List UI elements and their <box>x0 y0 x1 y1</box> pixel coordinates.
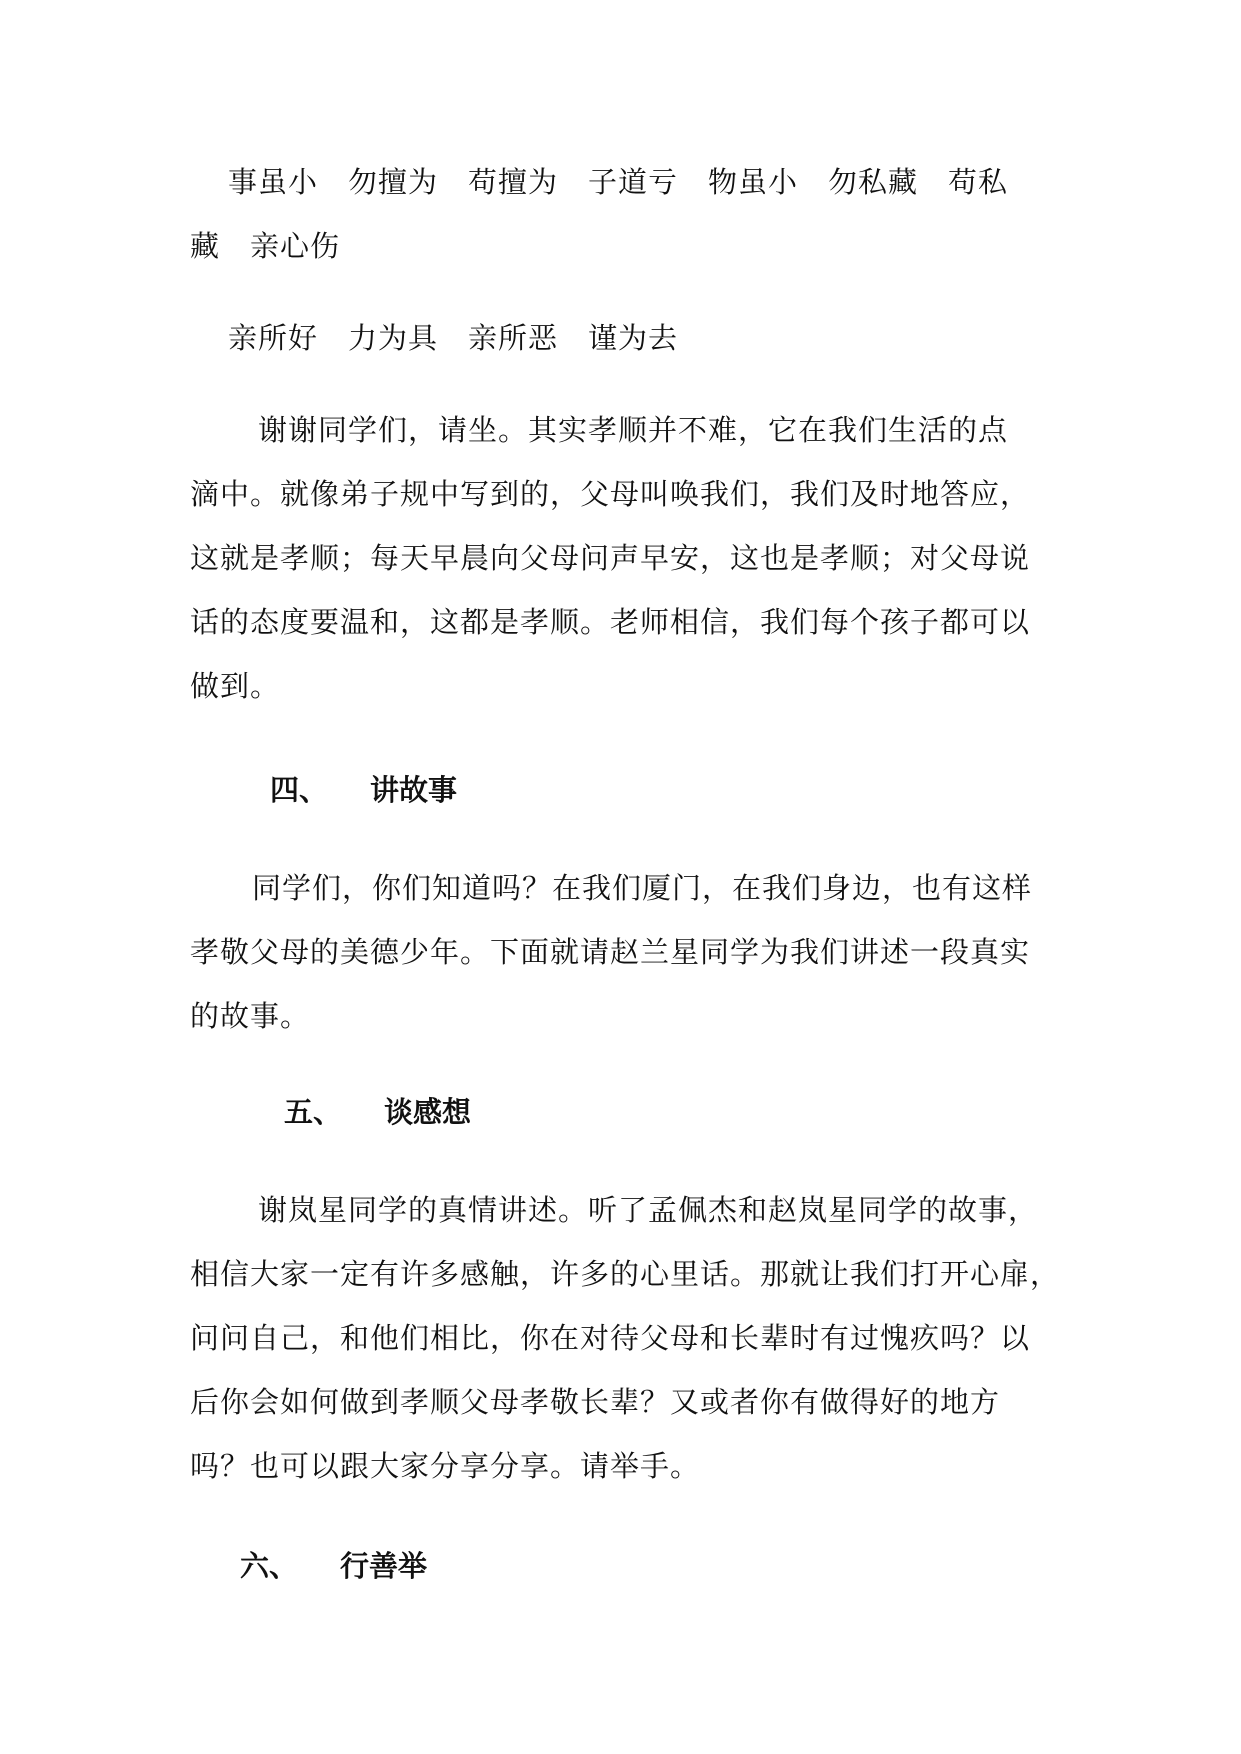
paragraph-line: 孝敬父母的美德少年。下面就请赵兰星同学为我们讲述一段真实 <box>190 935 1031 969</box>
paragraph-line: 的故事。 <box>190 999 311 1033</box>
paragraph-line: 谢岚星同学的真情讲述。听了孟佩杰和赵岚星同学的故事， <box>258 1193 1039 1227</box>
section-number: 五、 <box>284 1095 343 1129</box>
section-title: 行善举 <box>340 1549 428 1583</box>
section-heading <box>270 758 457 822</box>
paragraph-line: 做到。 <box>190 669 281 703</box>
verse-line: 事虽小 勿擅为 苟擅为 子道亏 物虽小 勿私藏 苟私 <box>228 165 1009 199</box>
section-number: 四、 <box>270 773 329 807</box>
paragraph-line: 问问自己，和他们相比，你在对待父母和长辈时有过愧疚吗？以 <box>190 1321 1031 1355</box>
paragraph-line: 相信大家一定有许多感触，许多的心里话。那就让我们打开心扉， <box>190 1257 1061 1291</box>
paragraph-line: 吗？也可以跟大家分享分享。请举手。 <box>190 1449 701 1483</box>
paragraph-line: 后你会如何做到孝顺父母孝敬长辈？又或者你有做得好的地方 <box>190 1385 1001 1419</box>
section-title: 谈感想 <box>384 1095 472 1129</box>
section-heading <box>284 1080 471 1144</box>
section-heading <box>240 1534 427 1598</box>
section-number: 六、 <box>240 1549 299 1583</box>
verse-line: 亲所好 力为具 亲所恶 谨为去 <box>228 321 679 355</box>
verse-line: 藏 亲心伤 <box>190 229 341 263</box>
paragraph-line: 谢谢同学们，请坐。其实孝顺并不难，它在我们生活的点 <box>258 413 1009 447</box>
paragraph-line: 这就是孝顺；每天早晨向父母问声早安，这也是孝顺；对父母说 <box>190 541 1031 575</box>
paragraph-line: 话的态度要温和，这都是孝顺。老师相信，我们每个孩子都可以 <box>190 605 1031 639</box>
section-title: 讲故事 <box>370 773 458 807</box>
paragraph-line: 滴中。就像弟子规中写到的，父母叫唤我们，我们及时地答应， <box>190 477 1031 511</box>
paragraph-line: 同学们，你们知道吗？在我们厦门，在我们身边，也有这样 <box>252 871 1033 905</box>
